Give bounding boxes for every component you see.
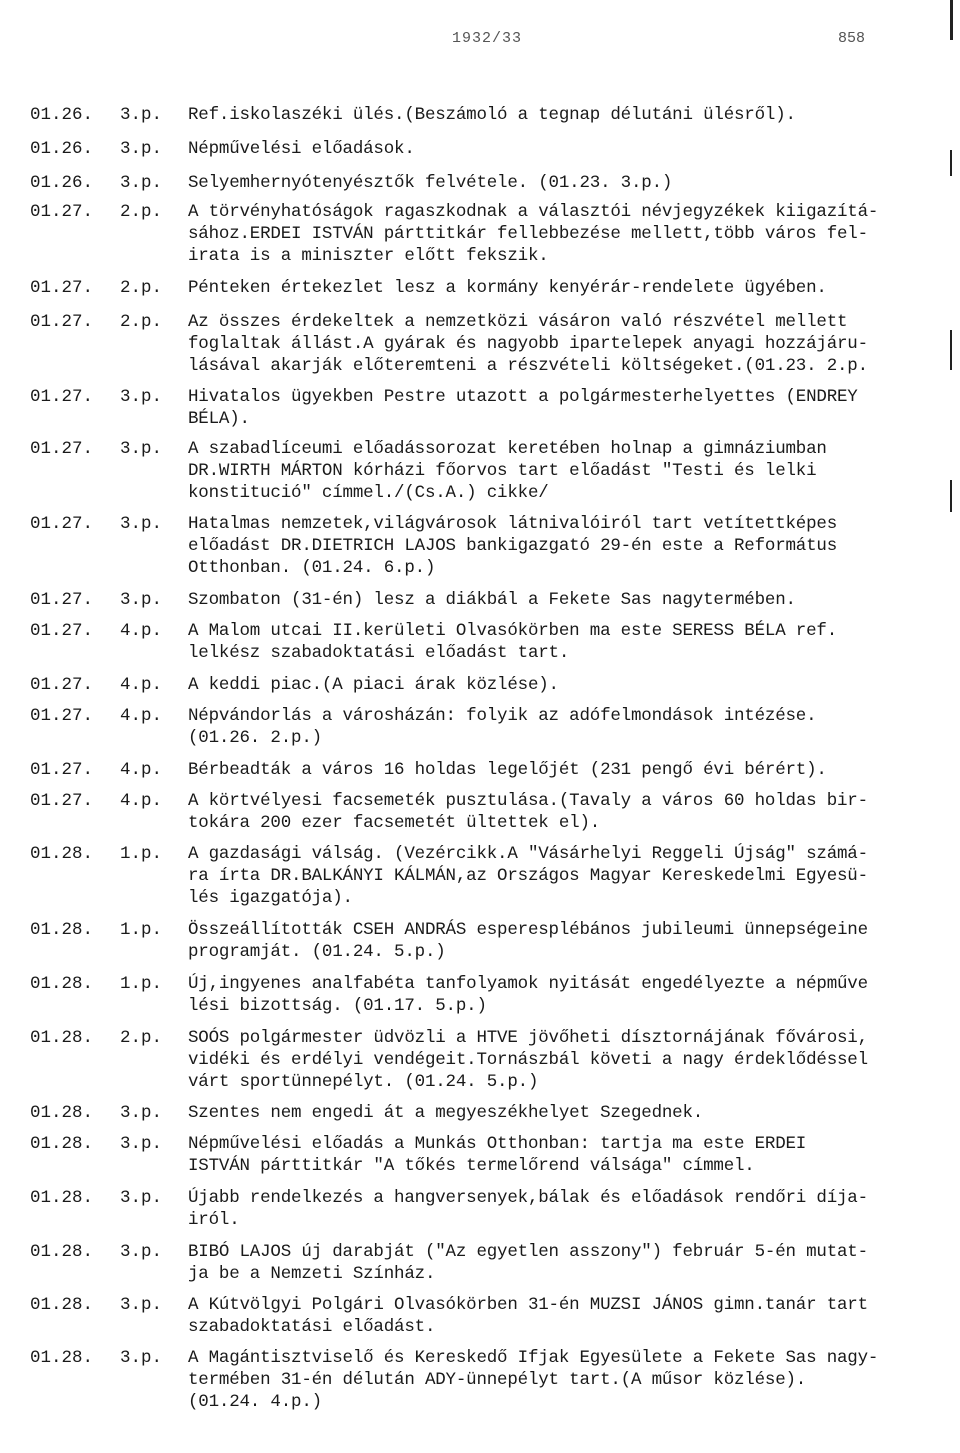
entry-page: 2.p. — [120, 312, 163, 332]
entry-page: 3.p. — [120, 1134, 163, 1154]
entry-date: 01.27. — [30, 791, 94, 811]
entry-page: 4.p. — [120, 706, 163, 726]
entry-page: 3.p. — [120, 105, 163, 125]
scan-edge-mark — [950, 150, 952, 176]
entry-text: Hivatalos ügyekben Pestre utazott a polgármesterhelyettes (ENDREY BÉLA). — [188, 387, 858, 429]
entry-date: 01.27. — [30, 514, 94, 534]
entry-date: 01.28. — [30, 844, 94, 864]
entry-date: 01.27. — [30, 439, 94, 459]
entry-date: 01.27. — [30, 202, 94, 222]
entry-date: 01.28. — [30, 1348, 94, 1368]
entry-text: Bérbeadták a város 16 holdas legelőjét (231 pengő évi bérért). — [188, 760, 827, 780]
entry-page: 3.p. — [120, 387, 163, 407]
entry-page: 1.p. — [120, 920, 163, 940]
entry-page: 3.p. — [120, 1103, 163, 1123]
entry-date: 01.28. — [30, 920, 94, 940]
entry-date: 01.28. — [30, 1028, 94, 1048]
entry-text: A gazdasági válság. (Vezércikk.A "Vásárhelyi Reggeli Újság" számá- ra írta DR.BALKÁNYI KÁLMÁN,az Országos Magyar Kereskedelmi Egyesü- lés igazgatója). — [188, 844, 868, 908]
entry-page: 3.p. — [120, 590, 163, 610]
entry-date: 01.27. — [30, 621, 94, 641]
entry-text: SOÓS polgármester üdvözli a HTVE jövőheti dísztornájának fővárosi, vidéki és erdélyi vendégeit.Tornászbál követi a nagy érdeklődéssel várt sportünnepélyt. (01.24. 5.p.) — [188, 1028, 868, 1092]
entry-date: 01.27. — [30, 387, 94, 407]
entry-text: A szabadlíceumi előadássorozat keretében holnap a gimnáziumban DR.WIRTH MÁRTON kórházi főorvos tart előadást "Testi és lelki konstitució" címmel./(Cs.A.) cikke/ — [188, 439, 827, 503]
entry-date: 01.28. — [30, 1295, 94, 1315]
entry-date: 01.28. — [30, 1134, 94, 1154]
entry-text: Hatalmas nemzetek,világvárosok látnivalóiról tart vetítettképes előadást DR.DIETRICH LAJOS bankigazgató 29-én este a Református Otthonban. (01.24. 6.p.) — [188, 514, 838, 578]
entry-text: Szombaton (31-én) lesz a diákbál a Fekete Sas nagytermében. — [188, 590, 796, 610]
entry-text: A Magántisztviselő és Kereskedő Ifjak Egyesülete a Fekete Sas nagy- termében 31-én délután ADY-ünnepélyt tart.(A műsor közlése). (01.24. 4.p.) — [188, 1348, 879, 1412]
entry-text: Újabb rendelkezés a hangversenyek,bálak és előadások rendőri díja- iról. — [188, 1188, 868, 1230]
scan-edge-mark — [950, 330, 952, 370]
entry-text: Ref.iskolaszéki ülés.(Beszámoló a tegnap délutáni ülésről). — [188, 105, 796, 125]
entry-text: A Kútvölgyi Polgári Olvasókörben 31-én MUZSI JÁNOS gimn.tanár tart szabadoktatási előadást. — [188, 1295, 868, 1337]
entry-text: A körtvélyesi facsemeték pusztulása.(Tavaly a város 60 holdas bir- tokára 200 ezer facsemetét ültettek el). — [188, 791, 868, 833]
entry-text: A Malom utcai II.kerületi Olvasókörben ma este SERESS BÉLA ref. lelkész szabadoktatási előadást tart. — [188, 621, 838, 663]
entry-page: 1.p. — [120, 974, 163, 994]
entry-page: 2.p. — [120, 278, 163, 298]
entry-page: 4.p. — [120, 675, 163, 695]
entry-page: 3.p. — [120, 439, 163, 459]
entry-date: 01.26. — [30, 173, 94, 193]
entry-date: 01.28. — [30, 974, 94, 994]
entry-text: A törvényhatóságok ragaszkodnak a választói névjegyzékek kiigazítá- sához.ERDEI ISTVÁN párttitkár fellebbezése mellett,több város fel- irata is a miniszter előtt fekszik. — [188, 202, 879, 266]
page-header — [0, 30, 960, 54]
entry-page: 3.p. — [120, 1188, 163, 1208]
entry-text: Szentes nem engedi át a megyeszékhelyet Szegednek. — [188, 1103, 704, 1123]
entry-text: Pénteken értekezlet lesz a kormány kenyérár-rendelete ügyében. — [188, 278, 827, 298]
entry-page: 3.p. — [120, 1242, 163, 1262]
entry-date: 01.27. — [30, 312, 94, 332]
entry-text: A keddi piac.(A piaci árak közlése). — [188, 675, 559, 695]
entry-date: 01.27. — [30, 590, 94, 610]
entry-date: 01.26. — [30, 139, 94, 159]
entry-date: 01.27. — [30, 760, 94, 780]
header-left-label: 1932/33 — [452, 30, 523, 47]
entry-page: 2.p. — [120, 1028, 163, 1048]
entry-text: Az összes érdekeltek a nemzetközi vásáron való részvétel mellett foglaltak állást.A gyárak és nagyobb ipartelepek anyagi hozzájáru- lásával akarják előteremteni a részvételi költségeket.(01.23. 2.p. — [188, 312, 868, 376]
entry-text: Új,ingyenes analfabéta tanfolyamok nyitását engedélyezte a népműve lési bizottság. (01.17. 5.p.) — [188, 974, 868, 1016]
entry-page: 1.p. — [120, 844, 163, 864]
entry-page: 4.p. — [120, 760, 163, 780]
entry-page: 3.p. — [120, 1348, 163, 1368]
entry-page: 4.p. — [120, 791, 163, 811]
entry-text: Selyemhernyótenyésztők felvétele. (01.23. 3.p.) — [188, 173, 673, 193]
entry-date: 01.27. — [30, 278, 94, 298]
scan-edge-mark — [950, 0, 953, 40]
entry-date: 01.26. — [30, 105, 94, 125]
entry-page: 2.p. — [120, 202, 163, 222]
scan-edge-mark — [950, 480, 952, 512]
entry-page: 4.p. — [120, 621, 163, 641]
entry-page: 3.p. — [120, 514, 163, 534]
entry-text: BIBÓ LAJOS új darabját ("Az egyetlen asszony") február 5-én mutat- ja be a Nemzeti Színház. — [188, 1242, 868, 1284]
entry-date: 01.28. — [30, 1188, 94, 1208]
entry-date: 01.27. — [30, 706, 94, 726]
header-page-number: 858 — [838, 30, 866, 47]
entry-date: 01.27. — [30, 675, 94, 695]
entry-text: Népvándorlás a városházán: folyik az adófelmondások intézése. (01.26. 2.p.) — [188, 706, 817, 748]
entry-text: Népművelési előadások. — [188, 139, 415, 159]
entry-page: 3.p. — [120, 139, 163, 159]
entry-page: 3.p. — [120, 1295, 163, 1315]
entry-text: Összeállították CSEH ANDRÁS esperesplébános jubileumi ünnepségeine programját. (01.24. 5.p.) — [188, 920, 868, 962]
entry-text: Népművelési előadás a Munkás Otthonban: tartja ma este ERDEI ISTVÁN párttitkár "A tőkés termelőrend válsága" címmel. — [188, 1134, 807, 1176]
entry-date: 01.28. — [30, 1103, 94, 1123]
entry-page: 3.p. — [120, 173, 163, 193]
entry-date: 01.28. — [30, 1242, 94, 1262]
